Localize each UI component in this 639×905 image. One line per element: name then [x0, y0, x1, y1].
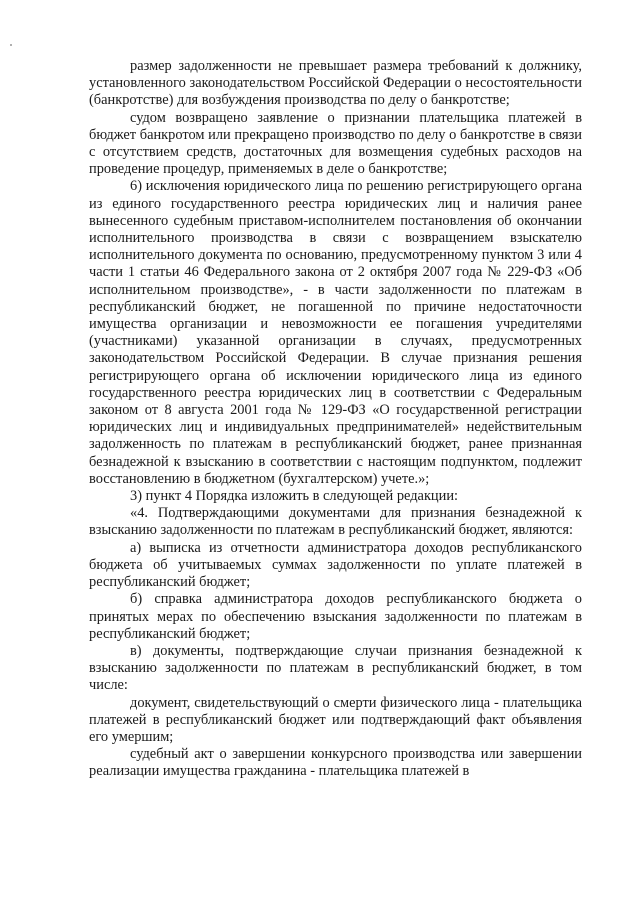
paragraph: 6) исключения юридического лица по решению регистрирующего органа из единого государственного реестра юридических лиц и наличия ранее вынесенного судебным приставом-исполнителем постановления об окончании исполнительного производства в связи с возвращением взыскателю исполнительного документа по основанию, предусмотренному пунктом 3 или 4 части 1 статьи 46 Федерального закона от 2 октября 2007 года № 229-ФЗ «Об исполнительном производстве», - в части задолженности по платежам в республиканский бюджет, не погашенной по причине недостаточности имущества организации и невозможности ее погашения учредителями (участниками) указанной организации в случаях, предусмотренных законодательством Российской Федерации. В случае признания решения регистрирующего органа об исключении юридического лица из единого государственного реестра юридических лиц в соответствии с Федеральным законом от 8 августа 2001 года № 129-ФЗ «О государственной регистрации юридических лиц и индивидуальных предпринимателей» недействительным задолженность по платежам в республиканский бюджет, ранее признанная безнадежной к взысканию в соответствии с настоящим подпунктом, подлежит восстановлению в бюджетном (бухгалтерском) учете.»;: [89, 178, 582, 487]
paragraph: в) документы, подтверждающие случаи признания безнадежной к взысканию задолженности по платежам в республиканский бюджет, в том числе:: [89, 642, 582, 694]
paragraph: размер задолженности не превышает размера требований к должнику, установленного законодательством Российской Федерации о несостоятельности (банкротстве) для возбуждения производства по делу о банкротстве;: [89, 58, 582, 109]
paragraph: судебный акт о завершении конкурсного производства или завершении реализации имущества гражданина - плательщика платежей в: [89, 746, 582, 780]
scan-mark: [10, 44, 12, 46]
document-body: [89, 58, 582, 781]
paragraph: а) выписка из отчетности администратора доходов республиканского бюджета об учитываемых суммах задолженности по уплате платежей в республиканский бюджет;: [89, 539, 582, 591]
paragraph: документ, свидетельствующий о смерти физического лица - плательщика платежей в республиканский бюджет или подтверждающий факт объявления его умершим;: [89, 694, 582, 745]
paragraph: «4. Подтверждающими документами для признания безнадежной к взысканию задолженности по платежам в республиканский бюджет, являются:: [89, 505, 582, 539]
paragraph: судом возвращено заявление о признании плательщика платежей в бюджет банкротом или прекращено производство по делу о банкротстве в связи с отсутствием средств, достаточных для возмещения судебных расходов на проведение процедур, применяемых в деле о банкротстве;: [89, 109, 582, 178]
paragraph: б) справка администратора доходов республиканского бюджета о принятых мерах по обеспечению взыскания задолженности по платежам в республиканский бюджет;: [89, 591, 582, 642]
paragraph: 3) пункт 4 Порядка изложить в следующей редакции:: [130, 488, 459, 505]
